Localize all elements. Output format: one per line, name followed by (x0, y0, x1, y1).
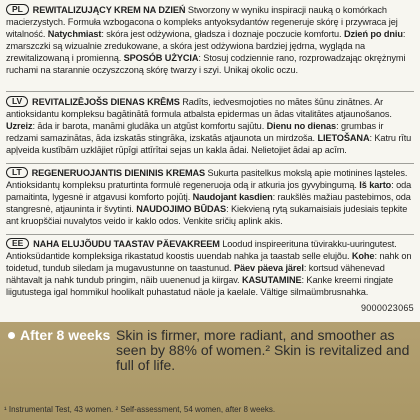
section-ee: EE NAHA ELUJÕUDU TAASTAV PÄEVAKREEM Loodud inspireerituna tüvirakku-uuringutest. Antioksüdantide kompleksiga rikastatud koostis uuendab nahka ja taastab selle elujõu. Kohe: nahk on toidetud, tundub siledam ja mugavustunne on taastunud. Päev päeva järel: kortsud vähenevad nähtavalt ja nahk tundub pringim, näib uuenenud ja kiirgav. KASUTAMINE: Kanke kreemi ringjate liigutustega igal hommikul hoolikalt puhastatud näole ja kaelale. Vältige silmaümbrusnahka. (6, 238, 412, 297)
barcode-number: 9000023065 (360, 303, 414, 313)
divider (6, 163, 414, 164)
bullet-icon (8, 332, 15, 339)
claim-title: After 8 weeks (20, 327, 111, 343)
language-code: PL (6, 4, 29, 15)
language-code: EE (6, 238, 29, 249)
divider (6, 91, 414, 92)
section-title: REGENERUOJANTIS DIENINIS KREMAS (31, 168, 206, 178)
divider (6, 234, 414, 235)
section-title: NAHA ELUJÕUDU TAASTAV PÄEVAKREEM (33, 239, 220, 249)
claim-body: Skin is firmer, more radiant, and smoother as seen by 88% of women.² Skin is revitalized and full of life. (116, 327, 410, 373)
section-title: REVITALIZĒJOŠS DIENAS KRĒMS (32, 97, 180, 107)
section-lv: LV REVITALIZĒJOŠS DIENAS KRĒMS Radīts, iedvesmojoties no mātes šūnu zinātnes. Ar antioksidantu kompleksu bagātinātā formula atbalsta epidermas un ādas vitalitātes atjaunošanos. Uzreiz: āda ir barota, manāmi gludāka un atgūst komfortu sajūtu. Dienu no dienas: grumbas ir redzami samazinātas, āda izskatās stingrāka, izskatās atjaunota un mirdzoša. LIETOŠANA: Katru rītu apļveida kustībām uzklājiet rūpīgi attīrītai sejas un kakla ādai. Nelietojiet ādai ap acīm. (6, 96, 412, 155)
section-title: REWITALIZUJĄCY KREM NA DZIEŃ (32, 5, 186, 15)
language-code: LV (6, 96, 28, 107)
section-pl: PL REWITALIZUJĄCY KREM NA DZIEŃ Stworzony w wyniku inspiracji nauką o komórkach macierzystych. Formuła wzbogacona o kompleks antyoksydantów regeneruje skórę i przywraca jej witalność. Natychmiast: skóra jest odżywiona, gładsza i doznaje poczucie komfortu. Dzień po dniu: zmarszczki są wizualnie zredukowane, a skóra jest odżywiona bardziej jędrna, wygląda na zrewitalizowaną i promienną. SPOSÓB UŻYCIA: Stosuj codziennie rano, rozprowadzając okrężnymi ruchami na starannie oczyszczoną skórę twarzy i szyi. Unikaj okolic oczu. (6, 4, 406, 75)
footnote: ¹ Instrumental Test, 43 women. ² Self-assessment, 54 women, after 8 weeks. (4, 405, 276, 414)
language-code: LT (6, 167, 28, 178)
section-lt: LT REGENERUOJANTIS DIENINIS KREMAS Sukurta pasitelkus mokslą apie motinines ląsteles. Antioksidantų kompleksu praturtinta formulė regeneruoja odą ir atkuria jos gyvybingumą. Iš karto: oda pamaitinta, lygesnė ir atgavusi komforto pojūtį. Naudojant kasdien: raukšlės mažiau pastebimos, oda stangresnė, atjauninta ir švytinti. NAUDOJIMO BŪDAS: Kiekvieną rytą sukamaisiais judesiais tepkite ant kruopščiai nuvalytos veido ir kaklo odos. Venkite sričių aplink akis. (6, 167, 412, 226)
